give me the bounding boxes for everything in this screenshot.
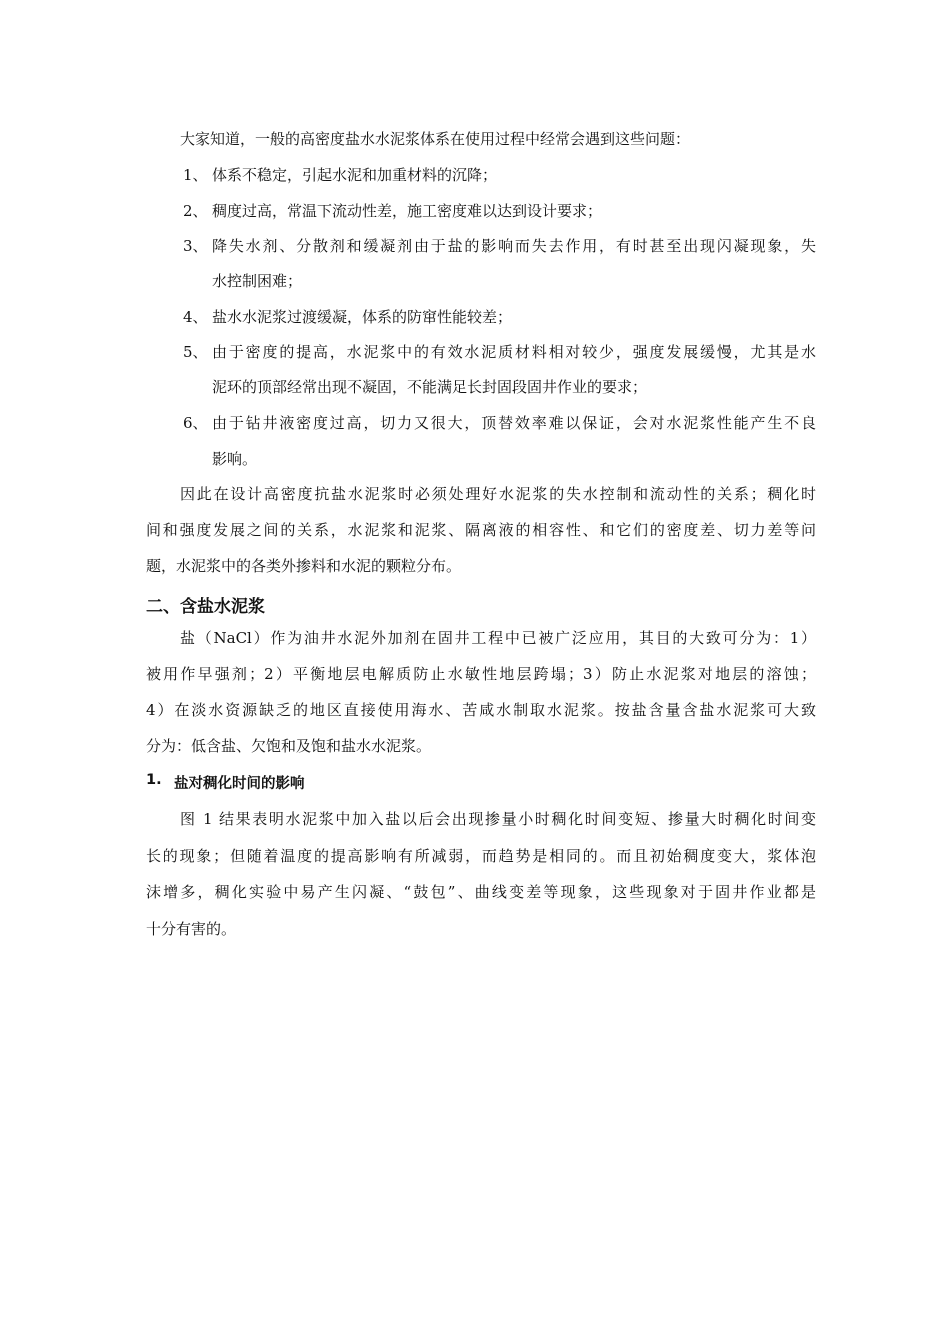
section-heading: 二、含盐水泥浆 [146,597,265,617]
list-item-number: 2、 [183,202,208,220]
paragraph-line: 长的现象；但随着温度的提高影响有所减弱，而趋势是相同的。而且初始稠度变大，浆体泡 [146,847,816,865]
subsection-number: 1. [146,772,162,788]
list-item-text: 稠度过高，常温下流动性差，施工密度难以达到设计要求； [212,202,603,220]
list-item-number: 1、 [183,166,208,184]
paragraph-line: 图 1 结果表明水泥浆中加入盐以后会出现掺量小时稠化时间变短、掺量大时稠化时间变 [180,810,816,828]
list-item-number: 4、 [183,308,208,326]
list-item-text-continued: 水控制困难； [212,272,303,290]
paragraph-line: 沫增多，稠化实验中易产生闪凝、“鼓包”、曲线变差等现象，这些现象对于固井作业都是 [146,883,816,901]
list-item-number: 6、 [183,414,208,432]
list-item-number: 3、 [183,237,208,255]
paragraph-line: 题，水泥浆中的各类外掺料和水泥的颗粒分布。 [146,557,462,575]
paragraph-line: 盐（NaCl）作为油井水泥外加剂在固井工程中已被广泛应用，其目的大致可分为：1） [180,629,816,647]
paragraph-line: 分为：低含盐、欠饱和及饱和盐水水泥浆。 [146,737,432,755]
subsection-title: 盐对稠化时间的影响 [174,776,305,792]
list-item-text: 体系不稳定，引起水泥和加重材料的沉降； [212,166,498,184]
list-item-text: 由于密度的提高，水泥浆中的有效水泥质材料相对较少，强度发展缓慢，尤其是水 [212,343,816,361]
paragraph-line: 间和强度发展之间的关系，水泥浆和泥浆、隔离液的相容性、和它们的密度差、切力差等问 [146,521,816,539]
intro-paragraph: 大家知道，一般的高密度盐水水泥浆体系在使用过程中经常会遇到这些问题： [180,130,691,148]
list-item-number: 5、 [183,343,208,361]
list-item-text: 由于钻井液密度过高，切力又很大，顶替效率难以保证，会对水泥浆性能产生不良 [212,414,816,432]
paragraph-line: 被用作早强剂；2）平衡地层电解质防止水敏性地层跨塌；3）防止水泥浆对地层的溶蚀； [146,665,816,683]
paragraph-line: 4）在淡水资源缺乏的地区直接使用海水、苦咸水制取水泥浆。按盐含量含盐水泥浆可大致 [146,701,816,719]
list-item-text: 降失水剂、分散剂和缓凝剂由于盐的影响而失去作用，有时甚至出现闪凝现象，失 [212,237,816,255]
list-item-text-continued: 影响。 [212,450,258,468]
list-item-text: 盐水水泥浆过渡缓凝，体系的防窜性能较差； [212,308,513,326]
list-item-text-continued: 泥环的顶部经常出现不凝固，不能满足长封固段固井作业的要求； [212,378,648,396]
paragraph-line: 十分有害的。 [146,920,237,938]
paragraph-line: 因此在设计高密度抗盐水泥浆时必须处理好水泥浆的失水控制和流动性的关系；稠化时 [180,485,816,503]
